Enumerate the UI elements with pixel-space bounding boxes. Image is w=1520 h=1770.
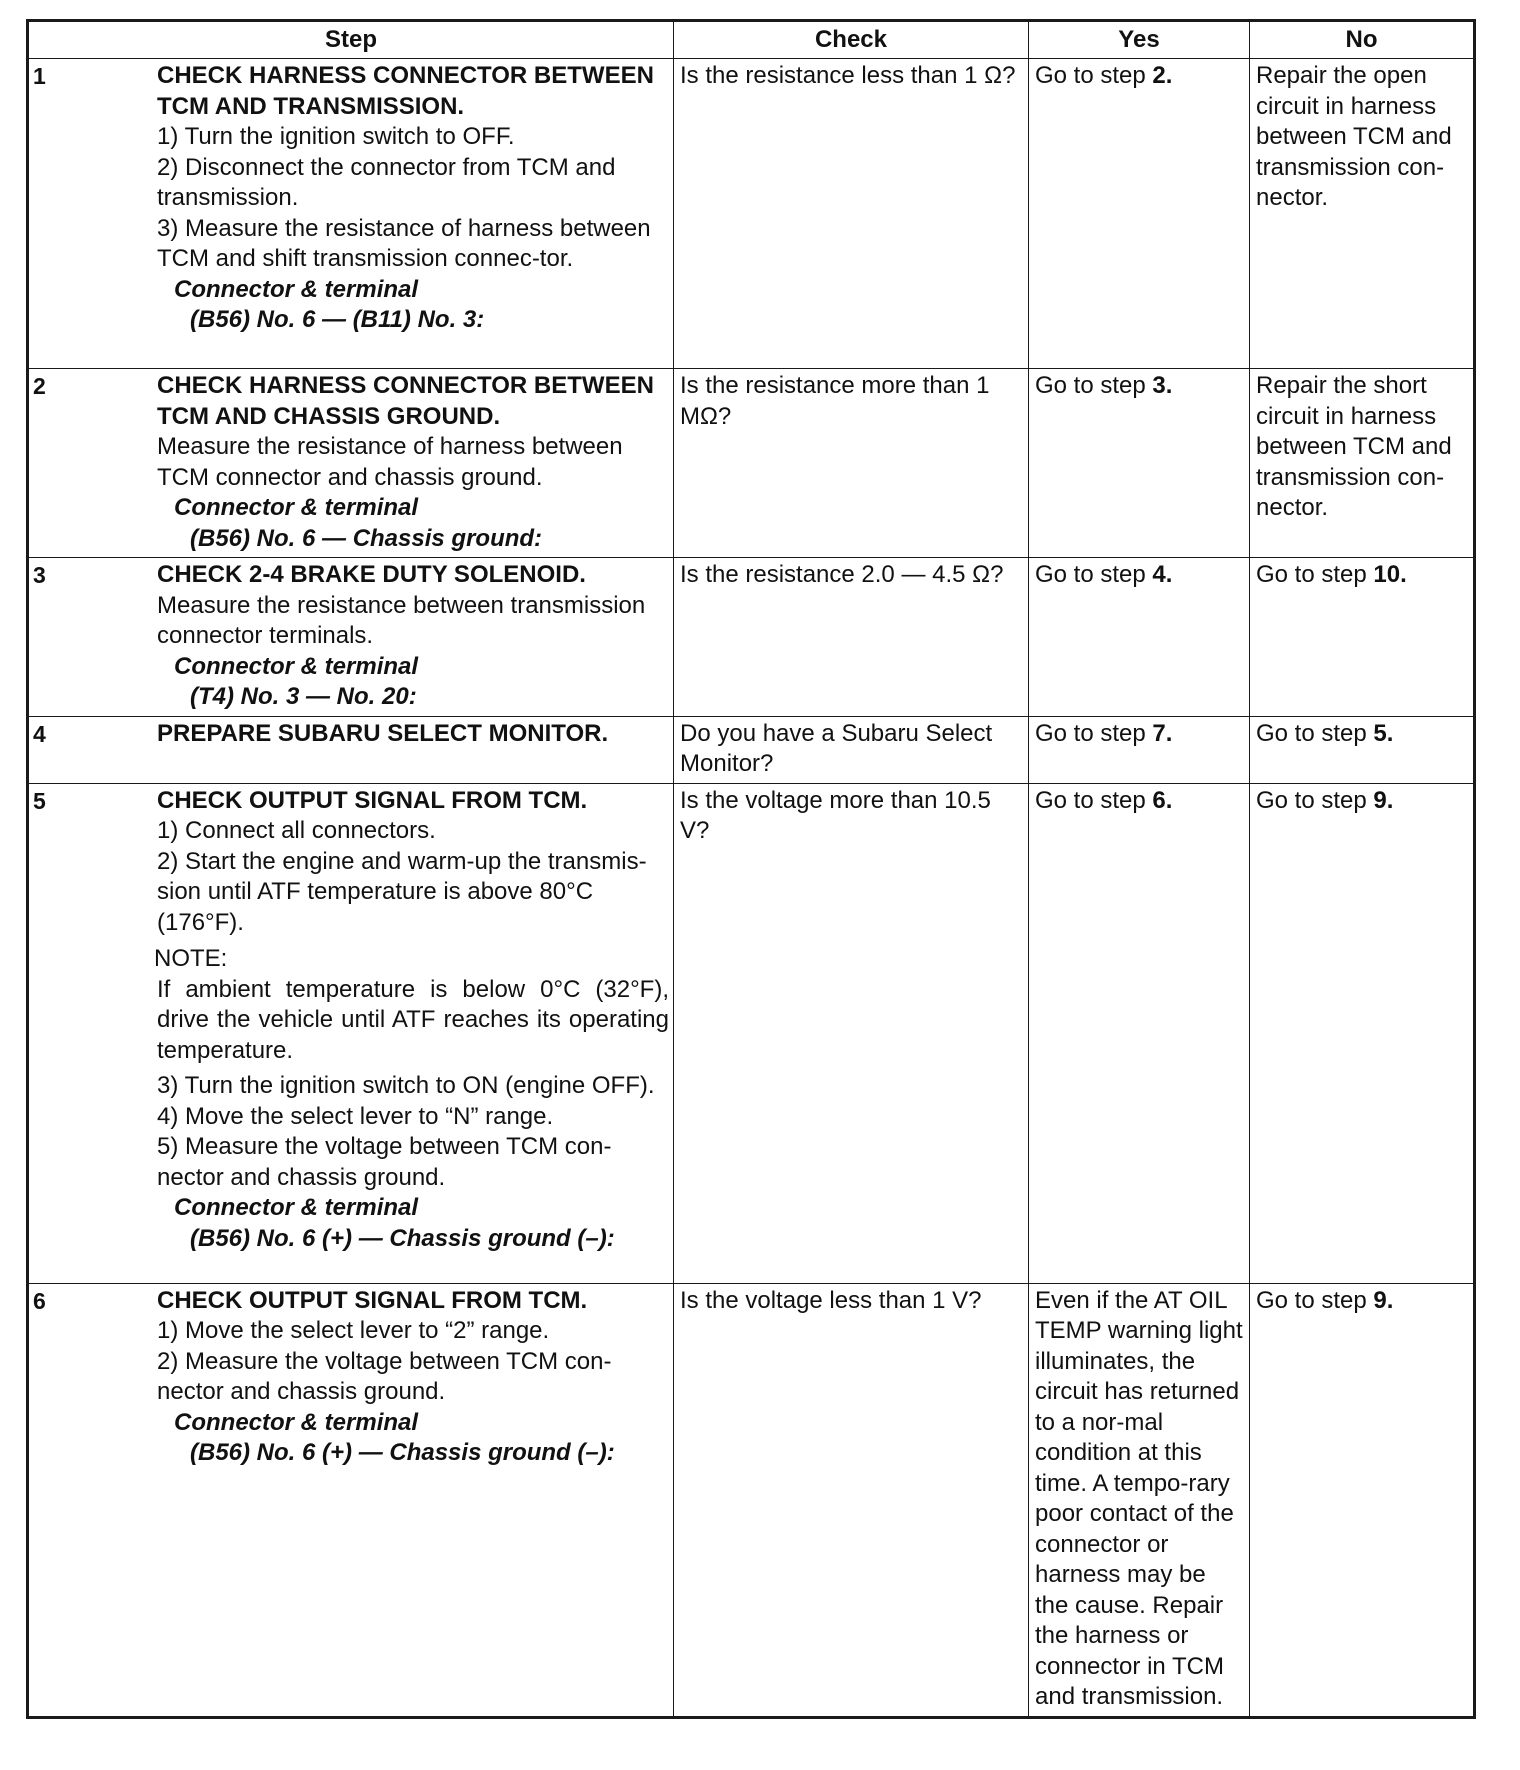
step-title: CHECK OUTPUT SIGNAL FROM TCM. [157, 1286, 588, 1314]
no-step-ref: 9. [1373, 1286, 1394, 1314]
step-title: CHECK HARNESS CONNECTOR BETWEEN TCM AND CHASSIS GROUND. [157, 372, 654, 430]
connector-terminal: (B56) No. 6 — Chassis ground: [190, 524, 543, 552]
step-instruction: 4) Move the select lever to “N” range. [157, 1102, 554, 1130]
header-step: Step [28, 21, 674, 59]
step-cell [28, 59, 674, 369]
step-title: CHECK OUTPUT SIGNAL FROM TCM. [157, 786, 588, 814]
table-row [28, 59, 1475, 369]
check-cell: Is the resistance 2.0 — 4.5 Ω? [674, 558, 1029, 717]
check-cell: Is the voltage more than 10.5 V? [674, 783, 1029, 1283]
step-instruction: 5) Measure the voltage between TCM con-nector and chassis ground. [157, 1133, 612, 1191]
step-instruction: 2) Measure the voltage between TCM con-nector and chassis ground. [157, 1347, 612, 1405]
check-cell: Do you have a Subaru Select Monitor? [674, 716, 1029, 783]
header-yes: Yes [1029, 21, 1250, 59]
step-instruction: Measure the resistance of harness between TCM connector and chassis ground. [157, 433, 623, 491]
yes-step-ref: 3. [1152, 372, 1173, 399]
step-body [155, 59, 673, 339]
no-cell [1250, 558, 1475, 717]
step-instruction: 2) Start the engine and warm-up the transmis-sion until ATF temperature is above 80°C (176°F). [157, 847, 647, 936]
table-header-row [28, 21, 1475, 59]
connector-terminal: (B56) No. 6 — (B11) No. 3: [190, 306, 485, 333]
yes-step-ref: 4. [1152, 561, 1173, 588]
step-instruction: 3) Measure the resistance of harness between TCM and shift transmission connec-tor. [157, 214, 651, 272]
table-row [28, 783, 1475, 1283]
diagnostic-table [26, 19, 1476, 1719]
no-text: Go to step [1256, 561, 1374, 588]
connector-terminal: (B56) No. 6 (+) — Chassis ground (–): [190, 1439, 615, 1466]
step-instruction: 1) Move the select lever to “2” range. [157, 1317, 550, 1344]
yes-text: Go to step [1035, 561, 1153, 588]
header-check: Check [674, 21, 1029, 59]
note-label: NOTE: [154, 945, 228, 972]
yes-step-ref: 2. [1152, 62, 1173, 89]
no-cell [1250, 716, 1475, 783]
step-title: CHECK 2-4 BRAKE DUTY SOLENOID. [157, 561, 586, 588]
step-body [155, 558, 673, 716]
step-body [155, 1284, 673, 1472]
step-body [155, 784, 673, 1258]
check-cell: Is the resistance less than 1 Ω? [674, 59, 1029, 369]
no-text: Go to step [1256, 719, 1374, 747]
yes-cell [1029, 369, 1250, 558]
table-row [28, 558, 1475, 717]
yes-step-ref: 7. [1152, 719, 1173, 747]
no-cell [1250, 1283, 1475, 1717]
yes-cell [1029, 716, 1250, 783]
step-cell [28, 783, 674, 1283]
no-text: Go to step [1256, 786, 1374, 814]
no-step-ref: 9. [1373, 786, 1394, 814]
step-number: 3 [33, 562, 46, 588]
no-cell [1250, 783, 1475, 1283]
table-row [28, 716, 1475, 783]
step-cell [28, 1283, 674, 1717]
step-cell [28, 558, 674, 717]
connector-terminal: (B56) No. 6 (+) — Chassis ground (–): [190, 1224, 615, 1252]
no-cell: Repair the short circuit in harness between TCM and transmission con-nector. [1250, 369, 1475, 558]
table-row [28, 1283, 1475, 1717]
check-cell: Is the resistance more than 1 MΩ? [674, 369, 1029, 558]
no-text: Go to step [1256, 1286, 1374, 1314]
step-number: 4 [33, 720, 46, 747]
yes-cell: Even if the AT OIL TEMP warning light illuminates, the circuit has returned to a nor-mal condition at this time. A tempo-rary poor contact of the connector or harness may be the cause. Repair the harness or connector in TCM and transmission. [1029, 1283, 1250, 1717]
yes-text: Go to step [1035, 62, 1153, 89]
yes-step-ref: 6. [1152, 786, 1173, 814]
no-step-ref: 10. [1373, 561, 1407, 588]
table-row [28, 369, 1475, 558]
connector-label: Connector & terminal [174, 275, 419, 303]
step-instruction: 1) Connect all connectors. [157, 817, 436, 844]
step-instruction: 2) Disconnect the connector from TCM and transmission. [157, 153, 616, 211]
yes-text: Go to step [1035, 786, 1153, 814]
yes-text: Go to step [1035, 372, 1153, 399]
step-cell [28, 369, 674, 558]
step-instruction: 3) Turn the ignition switch to ON (engine OFF). [157, 1072, 655, 1099]
check-cell: Is the voltage less than 1 V? [674, 1283, 1029, 1717]
connector-terminal: (T4) No. 3 — No. 20: [190, 683, 417, 710]
no-step-ref: 5. [1373, 719, 1394, 747]
connector-label: Connector & terminal [174, 652, 419, 680]
no-cell: Repair the open circuit in harness between TCM and transmission con-nector. [1250, 59, 1475, 369]
step-body [155, 369, 673, 557]
connector-label: Connector & terminal [174, 1408, 419, 1436]
step-number: 1 [33, 63, 46, 89]
yes-text: Go to step [1035, 719, 1153, 747]
header-no: No [1250, 21, 1475, 59]
step-cell [28, 716, 674, 783]
note-text: If ambient temperature is below 0°C (32°F), drive the vehicle until ATF reaches its operating temperature. [157, 975, 669, 1064]
step-number: 2 [33, 373, 46, 399]
connector-label: Connector & terminal [174, 1194, 419, 1221]
connector-label: Connector & terminal [174, 494, 419, 521]
step-instruction: Measure the resistance between transmission connector terminals. [157, 591, 646, 649]
diagnostic-procedure-sheet [26, 19, 1473, 1719]
step-number: 5 [33, 787, 46, 814]
step-instruction: 1) Turn the ignition switch to OFF. [157, 123, 515, 150]
step-number: 6 [33, 1287, 46, 1314]
step-body [155, 717, 673, 753]
yes-cell [1029, 783, 1250, 1283]
yes-cell [1029, 558, 1250, 717]
step-title: CHECK HARNESS CONNECTOR BETWEEN TCM AND TRANSMISSION. [157, 62, 654, 120]
yes-cell [1029, 59, 1250, 369]
step-title: PREPARE SUBARU SELECT MONITOR. [157, 719, 609, 747]
